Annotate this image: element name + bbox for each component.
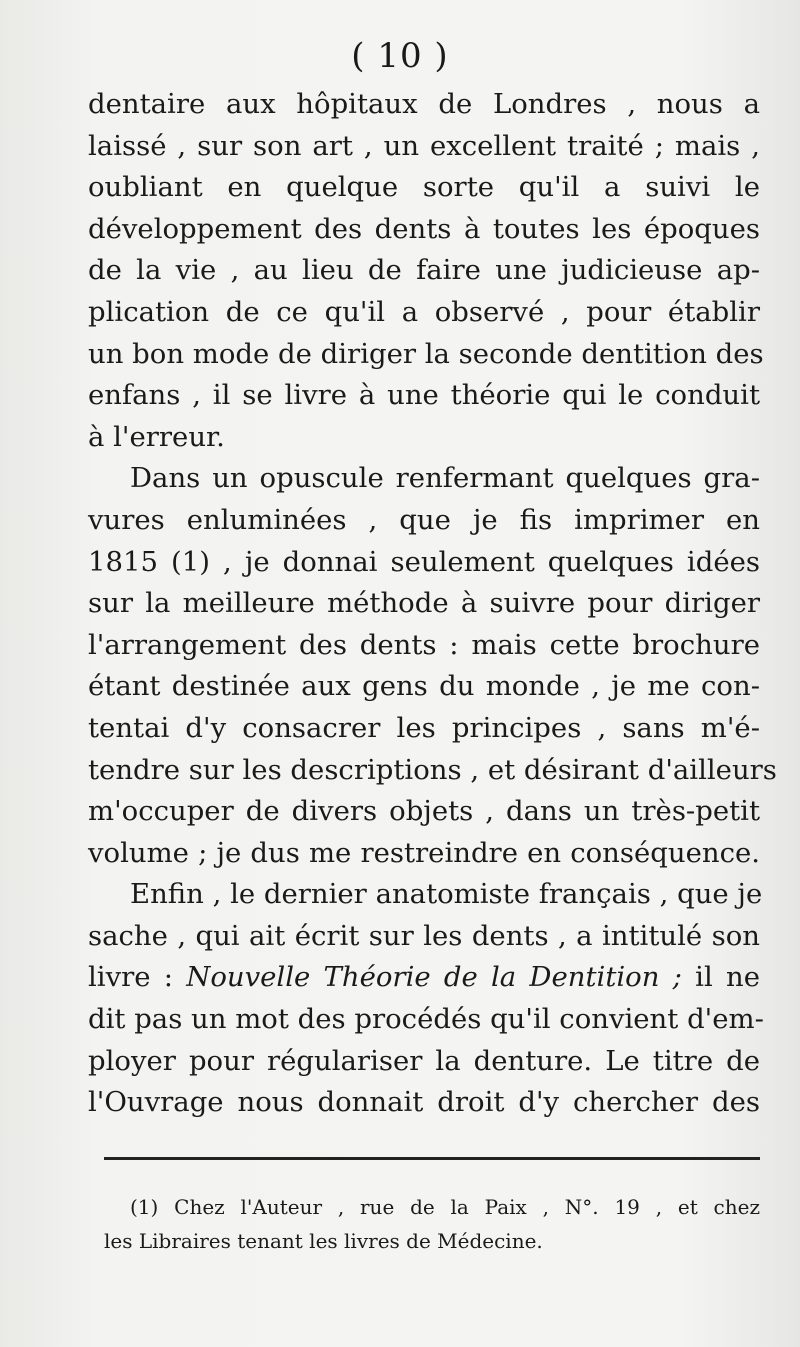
page-number: ( 10 ) <box>351 36 449 76</box>
text-line: ployer pour régulariser la denture. Le titre de <box>88 1044 760 1077</box>
footnote <box>104 1190 760 1258</box>
text-line: tendre sur les descriptions , et désirant d'ailleurs <box>88 753 777 786</box>
text-line: Enfin , le dernier anatomiste français , que je <box>130 878 763 911</box>
text-line: de la vie , au lieu de faire une judicieuse ap- <box>88 254 760 287</box>
text-line: sur la meilleure méthode à suivre pour diriger <box>88 587 760 620</box>
text-line: m'occuper de divers objets , dans un très-petit <box>88 795 760 828</box>
text-line: laissé , sur son art , un excellent traité ; mais , <box>88 129 760 162</box>
text-line: l'arrangement des dents : mais cette brochure <box>88 628 760 661</box>
text-line: 1815 (1) , je donnai seulement quelques idées <box>88 545 760 578</box>
text-line: développement des dents à toutes les époques <box>88 212 760 245</box>
paragraph-3 <box>88 874 764 1124</box>
text-line: Dans un opuscule renfermant quelques gra- <box>130 462 760 495</box>
book-title: Nouvelle Théorie de la Dentition ; <box>186 961 682 994</box>
footnote-divider <box>104 1157 760 1160</box>
footnote-line: les Libraires tenant les livres de Médecine. <box>104 1229 543 1253</box>
text-fragment: livre : <box>88 961 187 994</box>
text-line: plication de ce qu'il a observé , pour établir <box>88 295 760 328</box>
text-line: volume ; je dus me restreindre en conséquence. <box>88 836 760 869</box>
text-line: tentai d'y consacrer les principes , sans m'é- <box>88 711 760 744</box>
footnote-line: (1) Chez l'Auteur , rue de la Paix , N°. 19 , et chez <box>130 1195 760 1219</box>
text-line: enfans , il se livre à une théorie qui le conduit <box>88 379 760 412</box>
text-line: oubliant en quelque sorte qu'il a suivi le <box>88 171 760 204</box>
paragraph-2 <box>88 458 777 874</box>
text-fragment: il ne <box>681 961 760 994</box>
text-line: un bon mode de diriger la seconde dentition des <box>88 337 764 370</box>
body-text <box>88 84 777 1124</box>
text-line-with-title <box>88 957 760 999</box>
text-line: dit pas un mot des procédés qu'il convient d'em- <box>88 1003 764 1036</box>
text-line: l'Ouvrage nous donnait droit d'y chercher des <box>88 1086 760 1119</box>
text-line: étant destinée aux gens du monde , je me con- <box>88 670 760 703</box>
text-line: vures enluminées , que je fis imprimer en <box>88 503 760 536</box>
text-line: à l'erreur. <box>88 420 225 453</box>
paragraph-1 <box>88 84 764 458</box>
text-line: dentaire aux hôpitaux de Londres , nous a <box>88 88 760 120</box>
text-line: sache , qui ait écrit sur les dents , a intitulé son <box>88 919 760 952</box>
